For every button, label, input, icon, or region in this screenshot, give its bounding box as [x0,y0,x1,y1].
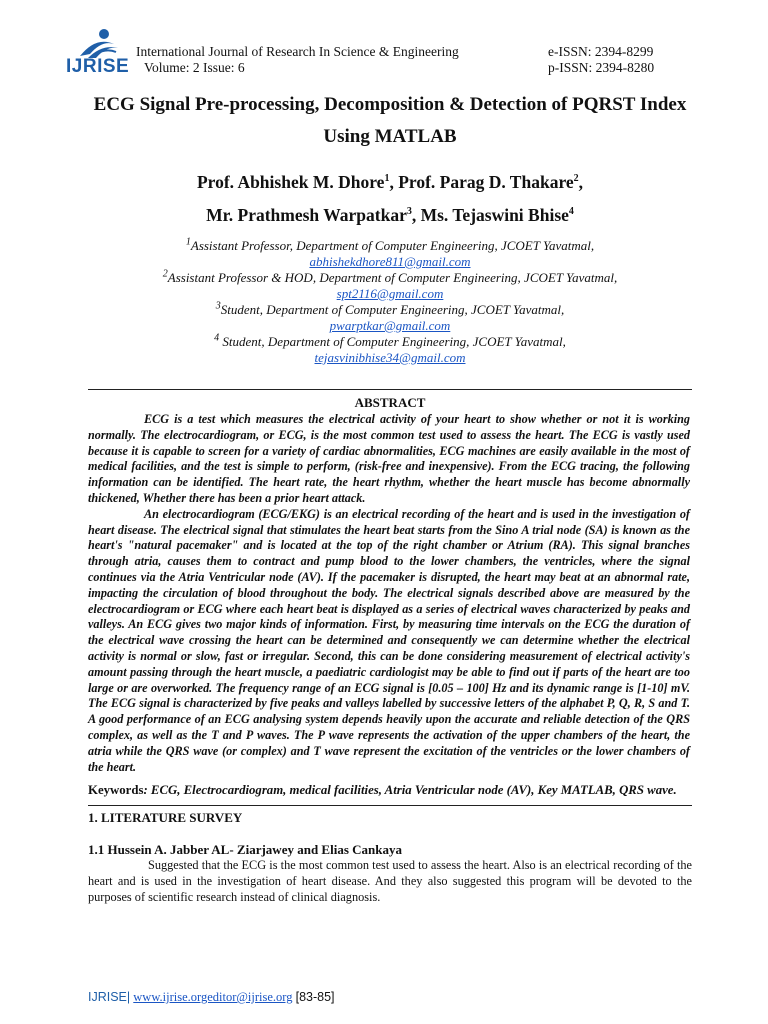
affiliation-email-line [60,350,720,366]
footer-brand: IJRISE| [88,990,131,1004]
affiliation-sup: 2 [162,268,168,280]
keywords-label: Keywords [88,783,144,797]
subsection-heading: 1.1 Hussein A. Jabber AL- Ziarjawey and Elias Cankaya [88,842,402,857]
author-sup: 2 [573,173,579,185]
affiliation-line [60,302,720,318]
body-paragraph: Suggested that the ECG is the most common test used to assess the heart. Also is an electrical recording of the heart and is used in the investigation of heart disease. And they also suggested this program will be devoted to the purposes of scientific research instead of clinical diagnosis. [88,858,692,904]
affiliation-email-line [60,318,720,334]
affiliation-email-line [60,254,720,270]
volume-issue: Volume: 2 Issue: 6 [144,60,245,75]
affiliation-text: Student, Department of Computer Engineering, JCOET Yavatmal, [219,334,566,349]
author-name: Mr. Prathmesh Warpatkar [206,205,407,225]
author-sup: 3 [406,206,412,218]
author-sup: 1 [384,173,390,185]
logo-text: IJRISE [66,56,130,77]
journal-name: International Journal of Research In Science & Engineering [136,44,459,59]
section-heading: 1. LITERATURE SURVEY [88,810,243,825]
divider [88,389,692,390]
page-footer [88,990,335,1005]
section-body [88,857,692,905]
affiliation-text: Assistant Professor & HOD, Department of Computer Engineering, JCOET Yavatmal, [167,270,618,285]
keywords [88,783,692,798]
affiliation-sup: 4 [214,332,220,344]
affiliation-line [60,334,720,350]
issn-info [548,44,654,76]
footer-link[interactable]: www.ijrise.orgeditor@ijrise.org [133,990,293,1004]
email-link[interactable]: abhishekdhore811@gmail.com [309,254,471,269]
paper-title-line1: ECG Signal Pre-processing, Decomposition & Detection of PQRST Index [93,94,687,115]
authors-line1 [60,172,720,193]
abstract-heading: ABSTRACT [354,395,426,410]
affiliation-line [60,270,720,286]
author-separator: , [411,205,421,225]
authors-line2 [60,205,720,226]
paper-title-line2: Using MATLAB [323,126,457,147]
divider [88,805,692,806]
page-range: [83-85] [295,990,335,1004]
abstract-paragraph: ECG is a test which measures the electrical activity of your heart to show whether or not it is working normally. The electrocardiogram, or ECG, is the most common test used to assess the heart. The ECG is vastly used because it is capable to screen for a variety of cardiac abnormalities, ECG machines are easily available in the most of medical facilities, and the test is simple to perform, (risk-free and inexpensive). From the ECG tracing, the following information can be identified. The heart rate, the heart rhythm, whether the heart muscle has become abnormally thickened, Whether there has been a prior heart attack. [88,412,690,505]
author-separator: , [578,172,584,192]
email-link[interactable]: tejasvinibhise34@gmail.com [314,350,466,365]
p-issn: p-ISSN: 2394-8280 [548,60,655,75]
author-name: Prof. Abhishek M. Dhore [196,172,385,192]
abstract-paragraph: An electrocardiogram (ECG/EKG) is an electrical recording of the heart and is used in the investigation of heart disease. The electrical signal that stimulates the heart beat starts from the Sino A trial node (SA) is known as the heart's "natural pacemaker" and is located at the top of the right chamber or Atrium (RA). This signal branches through atria, causes them to contract and pump blood to the lower chambers, the ventricles, where the signal continues via the Atria Ventricular node (AV). If the pacemaker is disrupted, the heart may beat at an abnormal rate, impacting the circulation of blood throughout the body. The electrical signals described above are measured by the electrocardiogram or ECG where each heart beat is displayed as a series of electrical waves characterized by peaks and valleys. An ECG gives two major kinds of information. First, by measuring time intervals on the ECG the duration of the electrical wave crossing the heart can be determined and consequently we can determine whether the electrical activity is normal or slow, fast or irregular. Second, this can be done considering measurement of electrical activity's amount passing through the heart muscle, a paediatric cardiologist may be able to find out if parts of the heart are too large or are overworked. The frequency range of an ECG signal is [0.05 – 100] Hz and its dynamic range is [1-10] mV. The ECG signal is characterized by five peaks and valleys labelled by successive letters of the alphabet P, Q, R, S and T. A good performance of an ECG analysing system depends heavily upon the accurate and reliable detection of the QRS complex, as well as the T and P waves. The P wave represents the activation of the upper chambers of the heart, the atria while the QRS wave (or complex) and T wave represent the excitation of the ventricles or the lower chambers of the heart. [88,506,690,774]
affiliation-text: Assistant Professor, Department of Computer Engineering, JCOET Yavatmal, [190,238,595,253]
email-link[interactable]: spt2116@gmail.com [336,286,444,301]
affiliation-sup: 1 [185,236,191,248]
author-sup: 4 [568,206,574,218]
author-name: Prof. Parag D. Thakare [398,172,574,192]
affiliation-sup: 3 [215,300,221,312]
author-name: Ms. Tejaswini Bhise [420,205,569,225]
journal-info [136,44,459,76]
author-separator: , [389,172,399,192]
keywords-text: : ECG, Electrocardiogram, medical facilities, Atria Ventricular node (AV), Key MATLAB, QRS wave. [143,783,677,797]
email-link[interactable]: pwarptkar@gmail.com [329,318,451,333]
affiliation-email-line [60,286,720,302]
e-issn: e-ISSN: 2394-8299 [548,44,654,59]
affiliation-text: Student, Department of Computer Engineering, JCOET Yavatmal, [220,302,565,317]
affiliations [60,238,720,366]
abstract-body [88,412,690,775]
affiliation-line [60,238,720,254]
